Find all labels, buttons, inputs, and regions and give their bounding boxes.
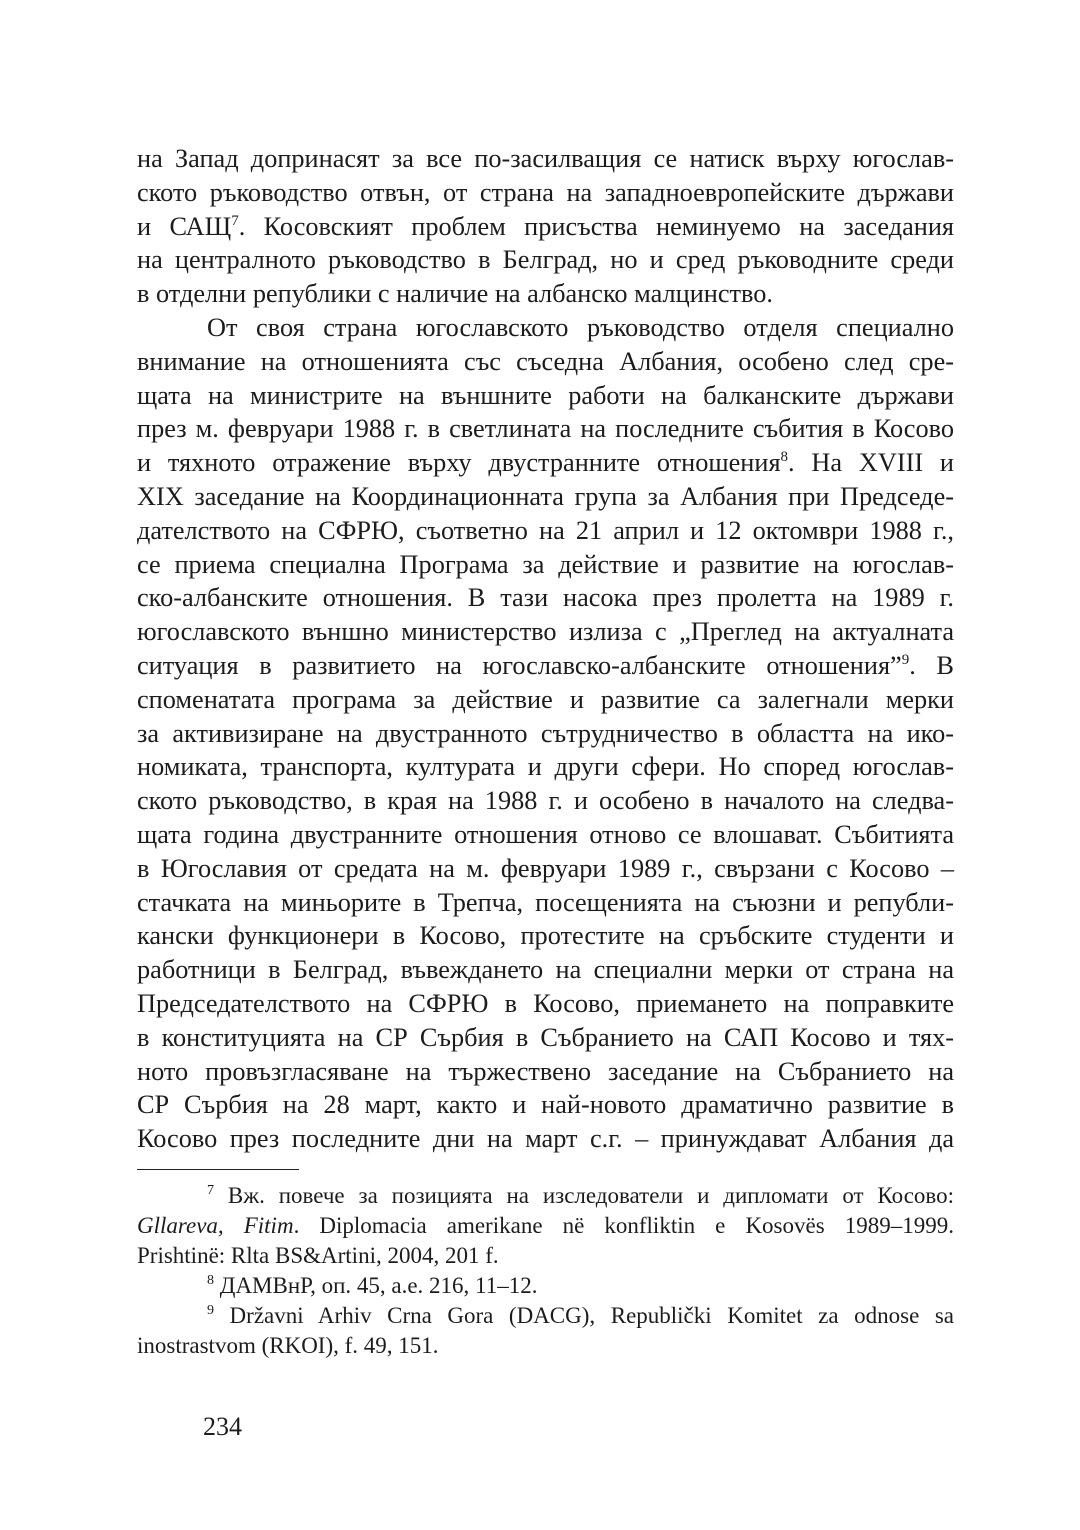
footnote-separator: [137, 1169, 299, 1170]
text-line: кански функционери в Косово, протестите на сръбските студенти и: [137, 921, 954, 951]
footnote-marker: 8: [207, 1273, 214, 1288]
page-number: 234: [203, 1412, 242, 1441]
text-line: ското ръководство отвън, от страна на западноевропейските държави: [137, 177, 954, 207]
footnote-text: Вж. повече за позицията на изследователи и дипломати от Косово:: [214, 1183, 954, 1208]
footnote-line: inostrastvom (RKOI), f. 49, 151.: [137, 1333, 439, 1358]
text-line: От своя страна югославското ръководство отделя специално: [207, 312, 954, 342]
footnote-line: Prishtinë: Rlta BS&Artini, 2004, 201 f.: [137, 1243, 499, 1268]
text-line: Председателството на СФРЮ в Косово, приемането на поправките: [137, 988, 954, 1018]
text-line: в конституцията на СР Сърбия в Събранието на САП Косово и тях-: [137, 1022, 954, 1052]
text-run: . Косовският проблем присъства неминуемо на заседания: [238, 211, 954, 241]
text-line: за активизиране на двустранното сътрудничество в областта на ико-: [137, 718, 954, 748]
text-line: ско-албанските отношения. В тази насока през пролетта на 1989 г.: [137, 583, 954, 613]
footnote-line: [137, 1211, 954, 1241]
text-line: Косово през последните дни на март с.г. – принуждават Албания да: [137, 1124, 954, 1154]
author-name: Gllareva, Fitim: [137, 1213, 294, 1238]
footnote-ref-8[interactable]: 8: [780, 449, 789, 466]
text-line: щата на министрите на външните работи на балканските държави: [137, 380, 954, 410]
text-line: [137, 446, 954, 480]
footnote-text: ДАМВнР, оп. 45, а.е. 216, 11–12.: [214, 1273, 538, 1298]
footnote-marker: 9: [207, 1303, 214, 1318]
text-line: [137, 649, 954, 683]
text-line: се приема специална Програма за действие и развитие на югослав-: [137, 549, 954, 579]
text-line: ското ръководство, в края на 1988 г. и особено в началото на следва-: [137, 786, 954, 816]
text-line: номиката, транспорта, културата и други сфери. Но според югослав-: [137, 752, 954, 782]
text-run: . На XVIII и: [788, 448, 954, 478]
text-run: и тяхното отражение върху двустранните отношения: [137, 448, 781, 478]
text-line: през м. февруари 1988 г. в светлината на последните събития в Косово: [137, 414, 954, 444]
footnote-text: . Diplomacia amerikane në konfliktin e Kosovës 1989–1999.: [293, 1213, 954, 1238]
text-line: XIX заседание на Координационната група за Албания при Председе-: [137, 481, 954, 511]
text-run: ситуация в развитието на югославско-албанските отношения”: [137, 650, 902, 680]
footnotes: [137, 1181, 954, 1361]
text-run: и САЩ: [137, 211, 232, 241]
text-line: споменатата програма за действие и развитие са залегнали мерки: [137, 684, 954, 714]
footnote-text: Državni Arhiv Crna Gora (DACG), Republički Komitet za odnose sa: [214, 1303, 954, 1328]
text-line: на Запад допринасят за все по-засилващия се натиск върху югослав-: [137, 144, 954, 173]
footnote-9: [137, 1301, 954, 1331]
footnote-marker: 7: [207, 1183, 214, 1198]
text-line: в Югославия от средата на м. февруари 1989 г., свързани с Косово –: [137, 853, 954, 883]
footnote-ref-9[interactable]: 9: [901, 651, 910, 668]
text-line: в отделни републики с наличие на албанско малцинство.: [137, 279, 773, 309]
body-text: [137, 142, 954, 1156]
footnote-ref-7[interactable]: 7: [231, 212, 239, 229]
text-line: дателството на СФРЮ, съответно на 21 април и 12 октомври 1988 г.,: [137, 515, 954, 545]
footnote-8: [137, 1271, 954, 1301]
text-line: щата година двустранните отношения отново се влошават. Събитията: [137, 819, 954, 849]
text-run: . В: [909, 650, 954, 680]
text-line: ното провъзгласяване на тържествено заседание на Събранието на: [137, 1056, 954, 1086]
text-line: работници в Белград, въвеждането на специални мерки от страна на: [137, 955, 954, 985]
text-line: стачката на миньорите в Трепча, посещенията на съюзни и републи-: [137, 887, 954, 917]
text-line: внимание на отношенията със съседна Албания, особено след сре-: [137, 346, 954, 376]
footnote-7: [137, 1181, 954, 1211]
text-line: югославското външно министерство излиза с „Преглед на актуалната: [137, 617, 954, 647]
text-line: СР Сърбия на 28 март, както и най-новото драматично развитие в: [137, 1090, 954, 1120]
text-line: на централното ръководство в Белград, но и сред ръководните среди: [137, 245, 954, 275]
text-line: [137, 210, 954, 244]
